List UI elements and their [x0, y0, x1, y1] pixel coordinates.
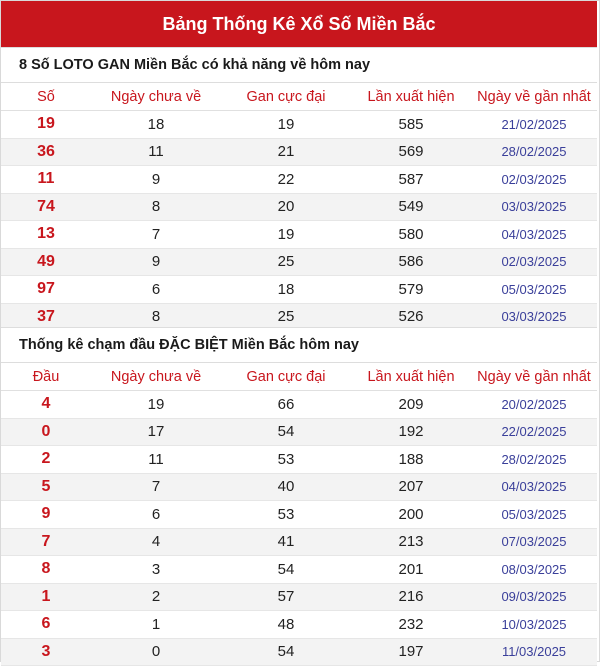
cell-max-gap: 66	[221, 391, 351, 419]
cell-occurrences: 216	[351, 583, 471, 611]
table-row	[1, 611, 597, 639]
cell-days-absent: 19	[91, 391, 221, 419]
cell-last-date: 03/03/2025	[471, 303, 597, 331]
cell-last-date: 20/02/2025	[471, 391, 597, 419]
section-title-loto-gan: 8 Số LOTO GAN Miền Bắc có khả năng về hôm nay	[1, 47, 597, 83]
cell-last-date: 04/03/2025	[471, 221, 597, 249]
cell-occurrences: 549	[351, 193, 471, 221]
cell-max-gap: 41	[221, 528, 351, 556]
header-ngay-chua-ve: Ngày chưa về	[91, 364, 221, 391]
table-row	[1, 418, 597, 446]
cell-number: 11	[1, 166, 91, 194]
cell-max-gap: 19	[221, 221, 351, 249]
cell-max-gap: 54	[221, 638, 351, 666]
cell-max-gap: 25	[221, 303, 351, 331]
cell-days-absent: 6	[91, 276, 221, 304]
cell-occurrences: 209	[351, 391, 471, 419]
cell-max-gap: 48	[221, 611, 351, 639]
table-row	[1, 138, 597, 166]
table-row	[1, 446, 597, 474]
page-title: Bảng Thống Kê Xổ Số Miền Bắc	[1, 1, 597, 47]
loto-gan-table	[1, 84, 597, 331]
cell-last-date: 22/02/2025	[471, 418, 597, 446]
cell-last-date: 08/03/2025	[471, 556, 597, 584]
cell-days-absent: 9	[91, 166, 221, 194]
header-ngay-ve-gan-nhat: Ngày về gần nhất	[471, 84, 597, 111]
cell-number: 3	[1, 638, 91, 666]
cell-max-gap: 57	[221, 583, 351, 611]
table-row	[1, 193, 597, 221]
cell-days-absent: 4	[91, 528, 221, 556]
cell-max-gap: 53	[221, 501, 351, 529]
cell-last-date: 10/03/2025	[471, 611, 597, 639]
cell-max-gap: 21	[221, 138, 351, 166]
cell-occurrences: 586	[351, 248, 471, 276]
cell-max-gap: 25	[221, 248, 351, 276]
cell-number: 49	[1, 248, 91, 276]
cell-number: 19	[1, 111, 91, 139]
cell-max-gap: 18	[221, 276, 351, 304]
cell-max-gap: 40	[221, 473, 351, 501]
cell-number: 5	[1, 473, 91, 501]
table-row	[1, 276, 597, 304]
cell-days-absent: 8	[91, 193, 221, 221]
cell-occurrences: 585	[351, 111, 471, 139]
cell-max-gap: 20	[221, 193, 351, 221]
cell-number: 6	[1, 611, 91, 639]
header-gan-cuc-dai: Gan cực đại	[221, 84, 351, 111]
cell-last-date: 21/02/2025	[471, 111, 597, 139]
header-lan-xuat-hien: Lần xuất hiện	[351, 84, 471, 111]
cell-occurrences: 200	[351, 501, 471, 529]
cell-occurrences: 526	[351, 303, 471, 331]
cell-last-date: 02/03/2025	[471, 166, 597, 194]
header-dau: Đầu	[1, 364, 91, 391]
header-ngay-chua-ve: Ngày chưa về	[91, 84, 221, 111]
cell-max-gap: 54	[221, 556, 351, 584]
cell-number: 2	[1, 446, 91, 474]
cell-max-gap: 53	[221, 446, 351, 474]
cell-days-absent: 11	[91, 446, 221, 474]
header-so: Số	[1, 84, 91, 111]
cell-max-gap: 19	[221, 111, 351, 139]
cell-last-date: 04/03/2025	[471, 473, 597, 501]
table-row	[1, 501, 597, 529]
cell-days-absent: 0	[91, 638, 221, 666]
cell-number: 7	[1, 528, 91, 556]
cell-last-date: 02/03/2025	[471, 248, 597, 276]
cell-occurrences: 201	[351, 556, 471, 584]
cell-number: 8	[1, 556, 91, 584]
cell-days-absent: 3	[91, 556, 221, 584]
cell-last-date: 07/03/2025	[471, 528, 597, 556]
table-row	[1, 248, 597, 276]
section-title-dac-biet: Thống kê chạm đầu ĐẶC BIỆT Miền Bắc hôm nay	[1, 327, 597, 363]
cell-days-absent: 1	[91, 611, 221, 639]
cell-occurrences: 587	[351, 166, 471, 194]
header-gan-cuc-dai: Gan cực đại	[221, 364, 351, 391]
cell-last-date: 28/02/2025	[471, 138, 597, 166]
cell-days-absent: 8	[91, 303, 221, 331]
table-row	[1, 638, 597, 666]
table-row	[1, 528, 597, 556]
cell-last-date: 05/03/2025	[471, 501, 597, 529]
dac-biet-table	[1, 364, 597, 666]
table-row	[1, 556, 597, 584]
cell-occurrences: 579	[351, 276, 471, 304]
cell-days-absent: 7	[91, 221, 221, 249]
cell-occurrences: 197	[351, 638, 471, 666]
cell-last-date: 09/03/2025	[471, 583, 597, 611]
table-header-row	[1, 84, 597, 111]
cell-number: 74	[1, 193, 91, 221]
cell-number: 13	[1, 221, 91, 249]
table-header-row	[1, 364, 597, 391]
cell-max-gap: 22	[221, 166, 351, 194]
header-lan-xuat-hien: Lần xuất hiện	[351, 364, 471, 391]
cell-occurrences: 232	[351, 611, 471, 639]
table-row	[1, 166, 597, 194]
cell-occurrences: 192	[351, 418, 471, 446]
cell-occurrences: 188	[351, 446, 471, 474]
cell-days-absent: 18	[91, 111, 221, 139]
cell-last-date: 03/03/2025	[471, 193, 597, 221]
cell-days-absent: 7	[91, 473, 221, 501]
cell-days-absent: 11	[91, 138, 221, 166]
table-row	[1, 111, 597, 139]
cell-number: 37	[1, 303, 91, 331]
table-row	[1, 583, 597, 611]
cell-number: 97	[1, 276, 91, 304]
cell-days-absent: 9	[91, 248, 221, 276]
table-row	[1, 391, 597, 419]
table-row	[1, 221, 597, 249]
cell-max-gap: 54	[221, 418, 351, 446]
cell-days-absent: 6	[91, 501, 221, 529]
cell-days-absent: 17	[91, 418, 221, 446]
cell-last-date: 28/02/2025	[471, 446, 597, 474]
cell-number: 4	[1, 391, 91, 419]
cell-last-date: 05/03/2025	[471, 276, 597, 304]
table-row	[1, 473, 597, 501]
cell-occurrences: 207	[351, 473, 471, 501]
cell-occurrences: 213	[351, 528, 471, 556]
header-ngay-ve-gan-nhat: Ngày về gần nhất	[471, 364, 597, 391]
cell-number: 9	[1, 501, 91, 529]
cell-number: 1	[1, 583, 91, 611]
cell-number: 36	[1, 138, 91, 166]
cell-occurrences: 569	[351, 138, 471, 166]
cell-days-absent: 2	[91, 583, 221, 611]
cell-last-date: 11/03/2025	[471, 638, 597, 666]
cell-occurrences: 580	[351, 221, 471, 249]
cell-number: 0	[1, 418, 91, 446]
